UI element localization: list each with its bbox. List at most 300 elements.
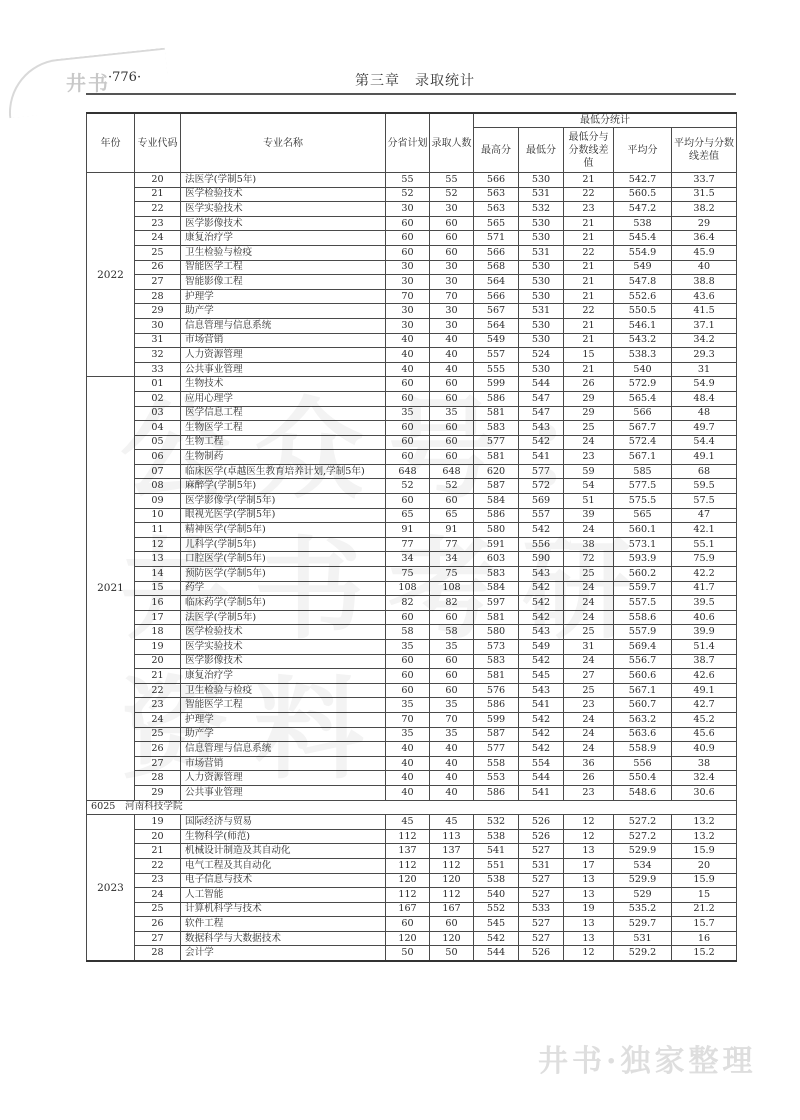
avg-cell: 527.2: [614, 815, 672, 830]
table-row: [87, 844, 737, 859]
avg-cell: 529.2: [614, 946, 672, 961]
plan-cell: 40: [386, 348, 430, 363]
plan-cell: 30: [386, 275, 430, 290]
plan-cell: 60: [386, 231, 430, 246]
code-cell: 21: [135, 669, 181, 684]
max-cell: 564: [474, 318, 519, 333]
max-cell: 566: [474, 245, 519, 260]
major-cell: 临床药学(学制5年): [181, 596, 386, 611]
plan-cell: 112: [386, 858, 430, 873]
max-cell: 545: [474, 917, 519, 932]
code-cell: 06: [135, 450, 181, 465]
plan-cell: 112: [386, 829, 430, 844]
max-cell: 603: [474, 552, 519, 567]
avg_diff-cell: 48.4: [672, 391, 737, 406]
avg-cell: 577.5: [614, 479, 672, 494]
major-cell: 麻醉学(学制5年): [181, 479, 386, 494]
plan-cell: 65: [386, 508, 430, 523]
major-cell: 会计学: [181, 946, 386, 961]
admitted-cell: 40: [430, 742, 474, 757]
plan-cell: 60: [386, 377, 430, 392]
max-cell: 564: [474, 275, 519, 290]
min_diff-cell: 21: [564, 275, 614, 290]
code-cell: 27: [135, 756, 181, 771]
min-cell: 530: [519, 333, 564, 348]
avg_diff-cell: 21.2: [672, 902, 737, 917]
admitted-cell: 77: [430, 537, 474, 552]
min-cell: 526: [519, 815, 564, 830]
max-cell: 577: [474, 742, 519, 757]
avg_diff-cell: 38.8: [672, 275, 737, 290]
avg-cell: 558.9: [614, 742, 672, 757]
table-row: [87, 362, 737, 377]
major-cell: 电气工程及其自动化: [181, 858, 386, 873]
avg-cell: 566: [614, 406, 672, 421]
avg-cell: 573.1: [614, 537, 672, 552]
min-cell: 547: [519, 406, 564, 421]
avg-cell: 560.6: [614, 669, 672, 684]
avg-cell: 538: [614, 216, 672, 231]
avg_diff-cell: 42.1: [672, 523, 737, 538]
major-cell: 生物科学(师范): [181, 829, 386, 844]
avg_diff-cell: 31: [672, 362, 737, 377]
major-cell: 生物技术: [181, 377, 386, 392]
avg-cell: 554.9: [614, 245, 672, 260]
plan-cell: 35: [386, 640, 430, 655]
admitted-cell: 60: [430, 377, 474, 392]
table-row: [87, 946, 737, 961]
min-cell: 541: [519, 698, 564, 713]
avg_diff-cell: 49.1: [672, 683, 737, 698]
min_diff-cell: 22: [564, 187, 614, 202]
min-cell: 527: [519, 873, 564, 888]
admitted-cell: 120: [430, 931, 474, 946]
major-cell: 市场营销: [181, 333, 386, 348]
avg_diff-cell: 68: [672, 464, 737, 479]
avg_diff-cell: 57.5: [672, 494, 737, 509]
plan-cell: 60: [386, 245, 430, 260]
plan-cell: 30: [386, 202, 430, 217]
avg_diff-cell: 32.4: [672, 771, 737, 786]
avg-cell: 558.6: [614, 610, 672, 625]
min-cell: 541: [519, 450, 564, 465]
min_diff-cell: 26: [564, 771, 614, 786]
max-cell: 566: [474, 173, 519, 188]
min_diff-cell: 13: [564, 844, 614, 859]
plan-cell: 40: [386, 785, 430, 800]
min-cell: 527: [519, 844, 564, 859]
table-row: [87, 187, 737, 202]
code-cell: 25: [135, 245, 181, 260]
max-cell: 555: [474, 362, 519, 377]
college-name: 6025 河南科技学院: [87, 800, 737, 815]
avg_diff-cell: 42.6: [672, 669, 737, 684]
admitted-cell: 35: [430, 698, 474, 713]
major-cell: 儿科学(学制5年): [181, 537, 386, 552]
code-cell: 31: [135, 333, 181, 348]
admitted-cell: 167: [430, 902, 474, 917]
avg-cell: 572.9: [614, 377, 672, 392]
admitted-cell: 70: [430, 289, 474, 304]
table-row: [87, 260, 737, 275]
min-cell: 554: [519, 756, 564, 771]
max-cell: 586: [474, 785, 519, 800]
avg-cell: 560.1: [614, 523, 672, 538]
code-cell: 20: [135, 829, 181, 844]
min-cell: 544: [519, 377, 564, 392]
major-cell: 卫生检验与检疫: [181, 245, 386, 260]
max-cell: 558: [474, 756, 519, 771]
min_diff-cell: 12: [564, 946, 614, 961]
avg_diff-cell: 40: [672, 260, 737, 275]
header-plan: 分省计划: [386, 113, 430, 173]
min-cell: 547: [519, 391, 564, 406]
avg_diff-cell: 38.7: [672, 654, 737, 669]
major-cell: 医学实验技术: [181, 640, 386, 655]
min_diff-cell: 24: [564, 596, 614, 611]
min_diff-cell: 29: [564, 391, 614, 406]
avg-cell: 593.9: [614, 552, 672, 567]
year-cell: 2021: [87, 377, 135, 800]
major-cell: 助产学: [181, 304, 386, 319]
avg_diff-cell: 42.7: [672, 698, 737, 713]
avg-cell: 585: [614, 464, 672, 479]
code-cell: 02: [135, 391, 181, 406]
min_diff-cell: 24: [564, 610, 614, 625]
avg-cell: 529: [614, 888, 672, 903]
admitted-cell: 60: [430, 216, 474, 231]
plan-cell: 55: [386, 173, 430, 188]
min_diff-cell: 13: [564, 888, 614, 903]
plan-cell: 60: [386, 391, 430, 406]
table-row: [87, 931, 737, 946]
min_diff-cell: 38: [564, 537, 614, 552]
major-cell: 应用心理学: [181, 391, 386, 406]
avg_diff-cell: 40.6: [672, 610, 737, 625]
plan-cell: 52: [386, 479, 430, 494]
avg_diff-cell: 15.9: [672, 873, 737, 888]
avg-cell: 529.9: [614, 873, 672, 888]
min_diff-cell: 29: [564, 406, 614, 421]
header-max: 最高分: [474, 128, 519, 173]
admitted-cell: 30: [430, 304, 474, 319]
code-cell: 18: [135, 625, 181, 640]
admitted-cell: 40: [430, 756, 474, 771]
code-cell: 30: [135, 318, 181, 333]
min_diff-cell: 21: [564, 173, 614, 188]
header-min-diff: 最低分与分数线差值: [564, 128, 614, 173]
code-cell: 25: [135, 902, 181, 917]
avg-cell: 556.7: [614, 654, 672, 669]
major-cell: 助产学: [181, 727, 386, 742]
major-cell: 公共事业管理: [181, 362, 386, 377]
avg-cell: 569.4: [614, 640, 672, 655]
major-cell: 生物医学工程: [181, 421, 386, 436]
min_diff-cell: 23: [564, 202, 614, 217]
header-major: 专业名称: [181, 113, 386, 173]
max-cell: 581: [474, 669, 519, 684]
avg_diff-cell: 45.9: [672, 245, 737, 260]
header-avg: 平均分: [614, 128, 672, 173]
avg-cell: 548.6: [614, 785, 672, 800]
min_diff-cell: 24: [564, 742, 614, 757]
min_diff-cell: 24: [564, 523, 614, 538]
plan-cell: 30: [386, 260, 430, 275]
avg_diff-cell: 16: [672, 931, 737, 946]
admitted-cell: 648: [430, 464, 474, 479]
max-cell: 541: [474, 844, 519, 859]
min-cell: 542: [519, 435, 564, 450]
code-cell: 32: [135, 348, 181, 363]
admitted-cell: 60: [430, 231, 474, 246]
min_diff-cell: 21: [564, 318, 614, 333]
header-rule: [86, 93, 736, 95]
min_diff-cell: 13: [564, 931, 614, 946]
table-row: [87, 231, 737, 246]
major-cell: 医学影像学(学制5年): [181, 494, 386, 509]
min-cell: 542: [519, 523, 564, 538]
max-cell: 552: [474, 902, 519, 917]
max-cell: 566: [474, 289, 519, 304]
max-cell: 620: [474, 464, 519, 479]
avg_diff-cell: 40.9: [672, 742, 737, 757]
major-cell: 生物工程: [181, 435, 386, 450]
min_diff-cell: 26: [564, 377, 614, 392]
avg-cell: 545.4: [614, 231, 672, 246]
admitted-cell: 60: [430, 654, 474, 669]
min-cell: 530: [519, 260, 564, 275]
max-cell: 581: [474, 450, 519, 465]
admitted-cell: 60: [430, 683, 474, 698]
chapter-title: 第三章 录取统计: [355, 73, 475, 89]
plan-cell: 40: [386, 742, 430, 757]
table-row: [87, 304, 737, 319]
code-cell: 24: [135, 231, 181, 246]
code-cell: 28: [135, 289, 181, 304]
code-cell: 22: [135, 858, 181, 873]
admitted-cell: 40: [430, 771, 474, 786]
avg-cell: 557.9: [614, 625, 672, 640]
plan-cell: 60: [386, 421, 430, 436]
major-cell: 口腔医学(学制5年): [181, 552, 386, 567]
plan-cell: 35: [386, 727, 430, 742]
header-score-group: 最低分统计: [474, 113, 737, 128]
min_diff-cell: 24: [564, 712, 614, 727]
code-cell: 26: [135, 260, 181, 275]
admitted-cell: 60: [430, 917, 474, 932]
admitted-cell: 112: [430, 888, 474, 903]
max-cell: 571: [474, 231, 519, 246]
table-row: [87, 858, 737, 873]
table-row: [87, 348, 737, 363]
min_diff-cell: 59: [564, 464, 614, 479]
min_diff-cell: 22: [564, 304, 614, 319]
table-row: [87, 873, 737, 888]
table-row: [87, 829, 737, 844]
avg_diff-cell: 15: [672, 888, 737, 903]
plan-cell: 60: [386, 654, 430, 669]
plan-cell: 75: [386, 567, 430, 582]
avg-cell: 547.2: [614, 202, 672, 217]
code-cell: 20: [135, 173, 181, 188]
min_diff-cell: 25: [564, 421, 614, 436]
plan-cell: 40: [386, 756, 430, 771]
max-cell: 573: [474, 640, 519, 655]
plan-cell: 648: [386, 464, 430, 479]
max-cell: 584: [474, 581, 519, 596]
plan-cell: 35: [386, 698, 430, 713]
min-cell: 530: [519, 231, 564, 246]
min_diff-cell: 23: [564, 698, 614, 713]
max-cell: 581: [474, 610, 519, 625]
plan-cell: 60: [386, 917, 430, 932]
table-row: [87, 202, 737, 217]
code-cell: 01: [135, 377, 181, 392]
header-avg-diff: 平均分与分数线差值: [672, 128, 737, 173]
max-cell: 568: [474, 260, 519, 275]
min-cell: 543: [519, 567, 564, 582]
code-cell: 33: [135, 362, 181, 377]
major-cell: 信息管理与信息系统: [181, 742, 386, 757]
max-cell: 587: [474, 479, 519, 494]
max-cell: 581: [474, 406, 519, 421]
major-cell: 人力资源管理: [181, 771, 386, 786]
admitted-cell: 60: [430, 391, 474, 406]
plan-cell: 60: [386, 435, 430, 450]
min-cell: 530: [519, 216, 564, 231]
plan-cell: 77: [386, 537, 430, 552]
min-cell: 543: [519, 683, 564, 698]
plan-cell: 40: [386, 362, 430, 377]
admitted-cell: 137: [430, 844, 474, 859]
major-cell: 人工智能: [181, 888, 386, 903]
code-cell: 13: [135, 552, 181, 567]
admitted-cell: 112: [430, 858, 474, 873]
code-cell: 23: [135, 698, 181, 713]
avg_diff-cell: 41.5: [672, 304, 737, 319]
table-row: [87, 275, 737, 290]
avg-cell: 531: [614, 931, 672, 946]
code-cell: 08: [135, 479, 181, 494]
major-cell: 智能影像工程: [181, 275, 386, 290]
min_diff-cell: 21: [564, 216, 614, 231]
major-cell: 公共事业管理: [181, 785, 386, 800]
year-cell: 2022: [87, 173, 135, 377]
table-row: [87, 902, 737, 917]
code-cell: 09: [135, 494, 181, 509]
max-cell: 563: [474, 202, 519, 217]
avg-cell: 560.7: [614, 698, 672, 713]
major-cell: 医学检验技术: [181, 625, 386, 640]
max-cell: 580: [474, 523, 519, 538]
min-cell: 527: [519, 931, 564, 946]
major-cell: 卫生检验与检疫: [181, 683, 386, 698]
avg-cell: 529.9: [614, 844, 672, 859]
max-cell: 549: [474, 333, 519, 348]
major-cell: 软件工程: [181, 917, 386, 932]
table-row: [87, 216, 737, 231]
plan-cell: 137: [386, 844, 430, 859]
min_diff-cell: 24: [564, 435, 614, 450]
min-cell: 572: [519, 479, 564, 494]
min-cell: 530: [519, 173, 564, 188]
min_diff-cell: 24: [564, 581, 614, 596]
plan-cell: 45: [386, 815, 430, 830]
min-cell: 590: [519, 552, 564, 567]
avg_diff-cell: 49.1: [672, 450, 737, 465]
admitted-cell: 60: [430, 494, 474, 509]
plan-cell: 60: [386, 494, 430, 509]
admitted-cell: 120: [430, 873, 474, 888]
min_diff-cell: 13: [564, 873, 614, 888]
major-cell: 国际经济与贸易: [181, 815, 386, 830]
admitted-cell: 35: [430, 640, 474, 655]
min_diff-cell: 25: [564, 683, 614, 698]
admitted-cell: 40: [430, 333, 474, 348]
max-cell: 587: [474, 727, 519, 742]
min_diff-cell: 25: [564, 567, 614, 582]
major-cell: 精神医学(学制5年): [181, 523, 386, 538]
min-cell: 531: [519, 304, 564, 319]
code-cell: 28: [135, 771, 181, 786]
min-cell: 530: [519, 275, 564, 290]
avg-cell: 535.2: [614, 902, 672, 917]
major-cell: 医学实验技术: [181, 202, 386, 217]
min-cell: 543: [519, 421, 564, 436]
code-cell: 21: [135, 844, 181, 859]
max-cell: 597: [474, 596, 519, 611]
min_diff-cell: 72: [564, 552, 614, 567]
max-cell: 583: [474, 654, 519, 669]
plan-cell: 167: [386, 902, 430, 917]
min-cell: 531: [519, 858, 564, 873]
code-cell: 07: [135, 464, 181, 479]
min-cell: 530: [519, 289, 564, 304]
max-cell: 586: [474, 391, 519, 406]
code-cell: 24: [135, 888, 181, 903]
plan-cell: 108: [386, 581, 430, 596]
header-min: 最低分: [519, 128, 564, 173]
plan-cell: 30: [386, 304, 430, 319]
admitted-cell: 113: [430, 829, 474, 844]
avg-cell: 547.8: [614, 275, 672, 290]
min-cell: 524: [519, 348, 564, 363]
plan-cell: 60: [386, 683, 430, 698]
avg_diff-cell: 15.2: [672, 946, 737, 961]
code-cell: 23: [135, 873, 181, 888]
admitted-cell: 30: [430, 275, 474, 290]
min_diff-cell: 12: [564, 815, 614, 830]
avg_diff-cell: 48: [672, 406, 737, 421]
plan-cell: 120: [386, 931, 430, 946]
admitted-cell: 35: [430, 406, 474, 421]
admitted-cell: 91: [430, 523, 474, 538]
table-row: [87, 815, 737, 830]
publisher-logo: 井书: [66, 71, 110, 95]
admitted-cell: 30: [430, 318, 474, 333]
code-cell: 26: [135, 917, 181, 932]
table-row: [87, 318, 737, 333]
avg_diff-cell: 38.2: [672, 202, 737, 217]
avg-cell: 572.4: [614, 435, 672, 450]
avg-cell: 550.5: [614, 304, 672, 319]
max-cell: 544: [474, 946, 519, 961]
major-cell: 智能医学工程: [181, 260, 386, 275]
max-cell: 538: [474, 873, 519, 888]
avg_diff-cell: 29: [672, 216, 737, 231]
major-cell: 数据科学与大数据技术: [181, 931, 386, 946]
avg-cell: 567.7: [614, 421, 672, 436]
